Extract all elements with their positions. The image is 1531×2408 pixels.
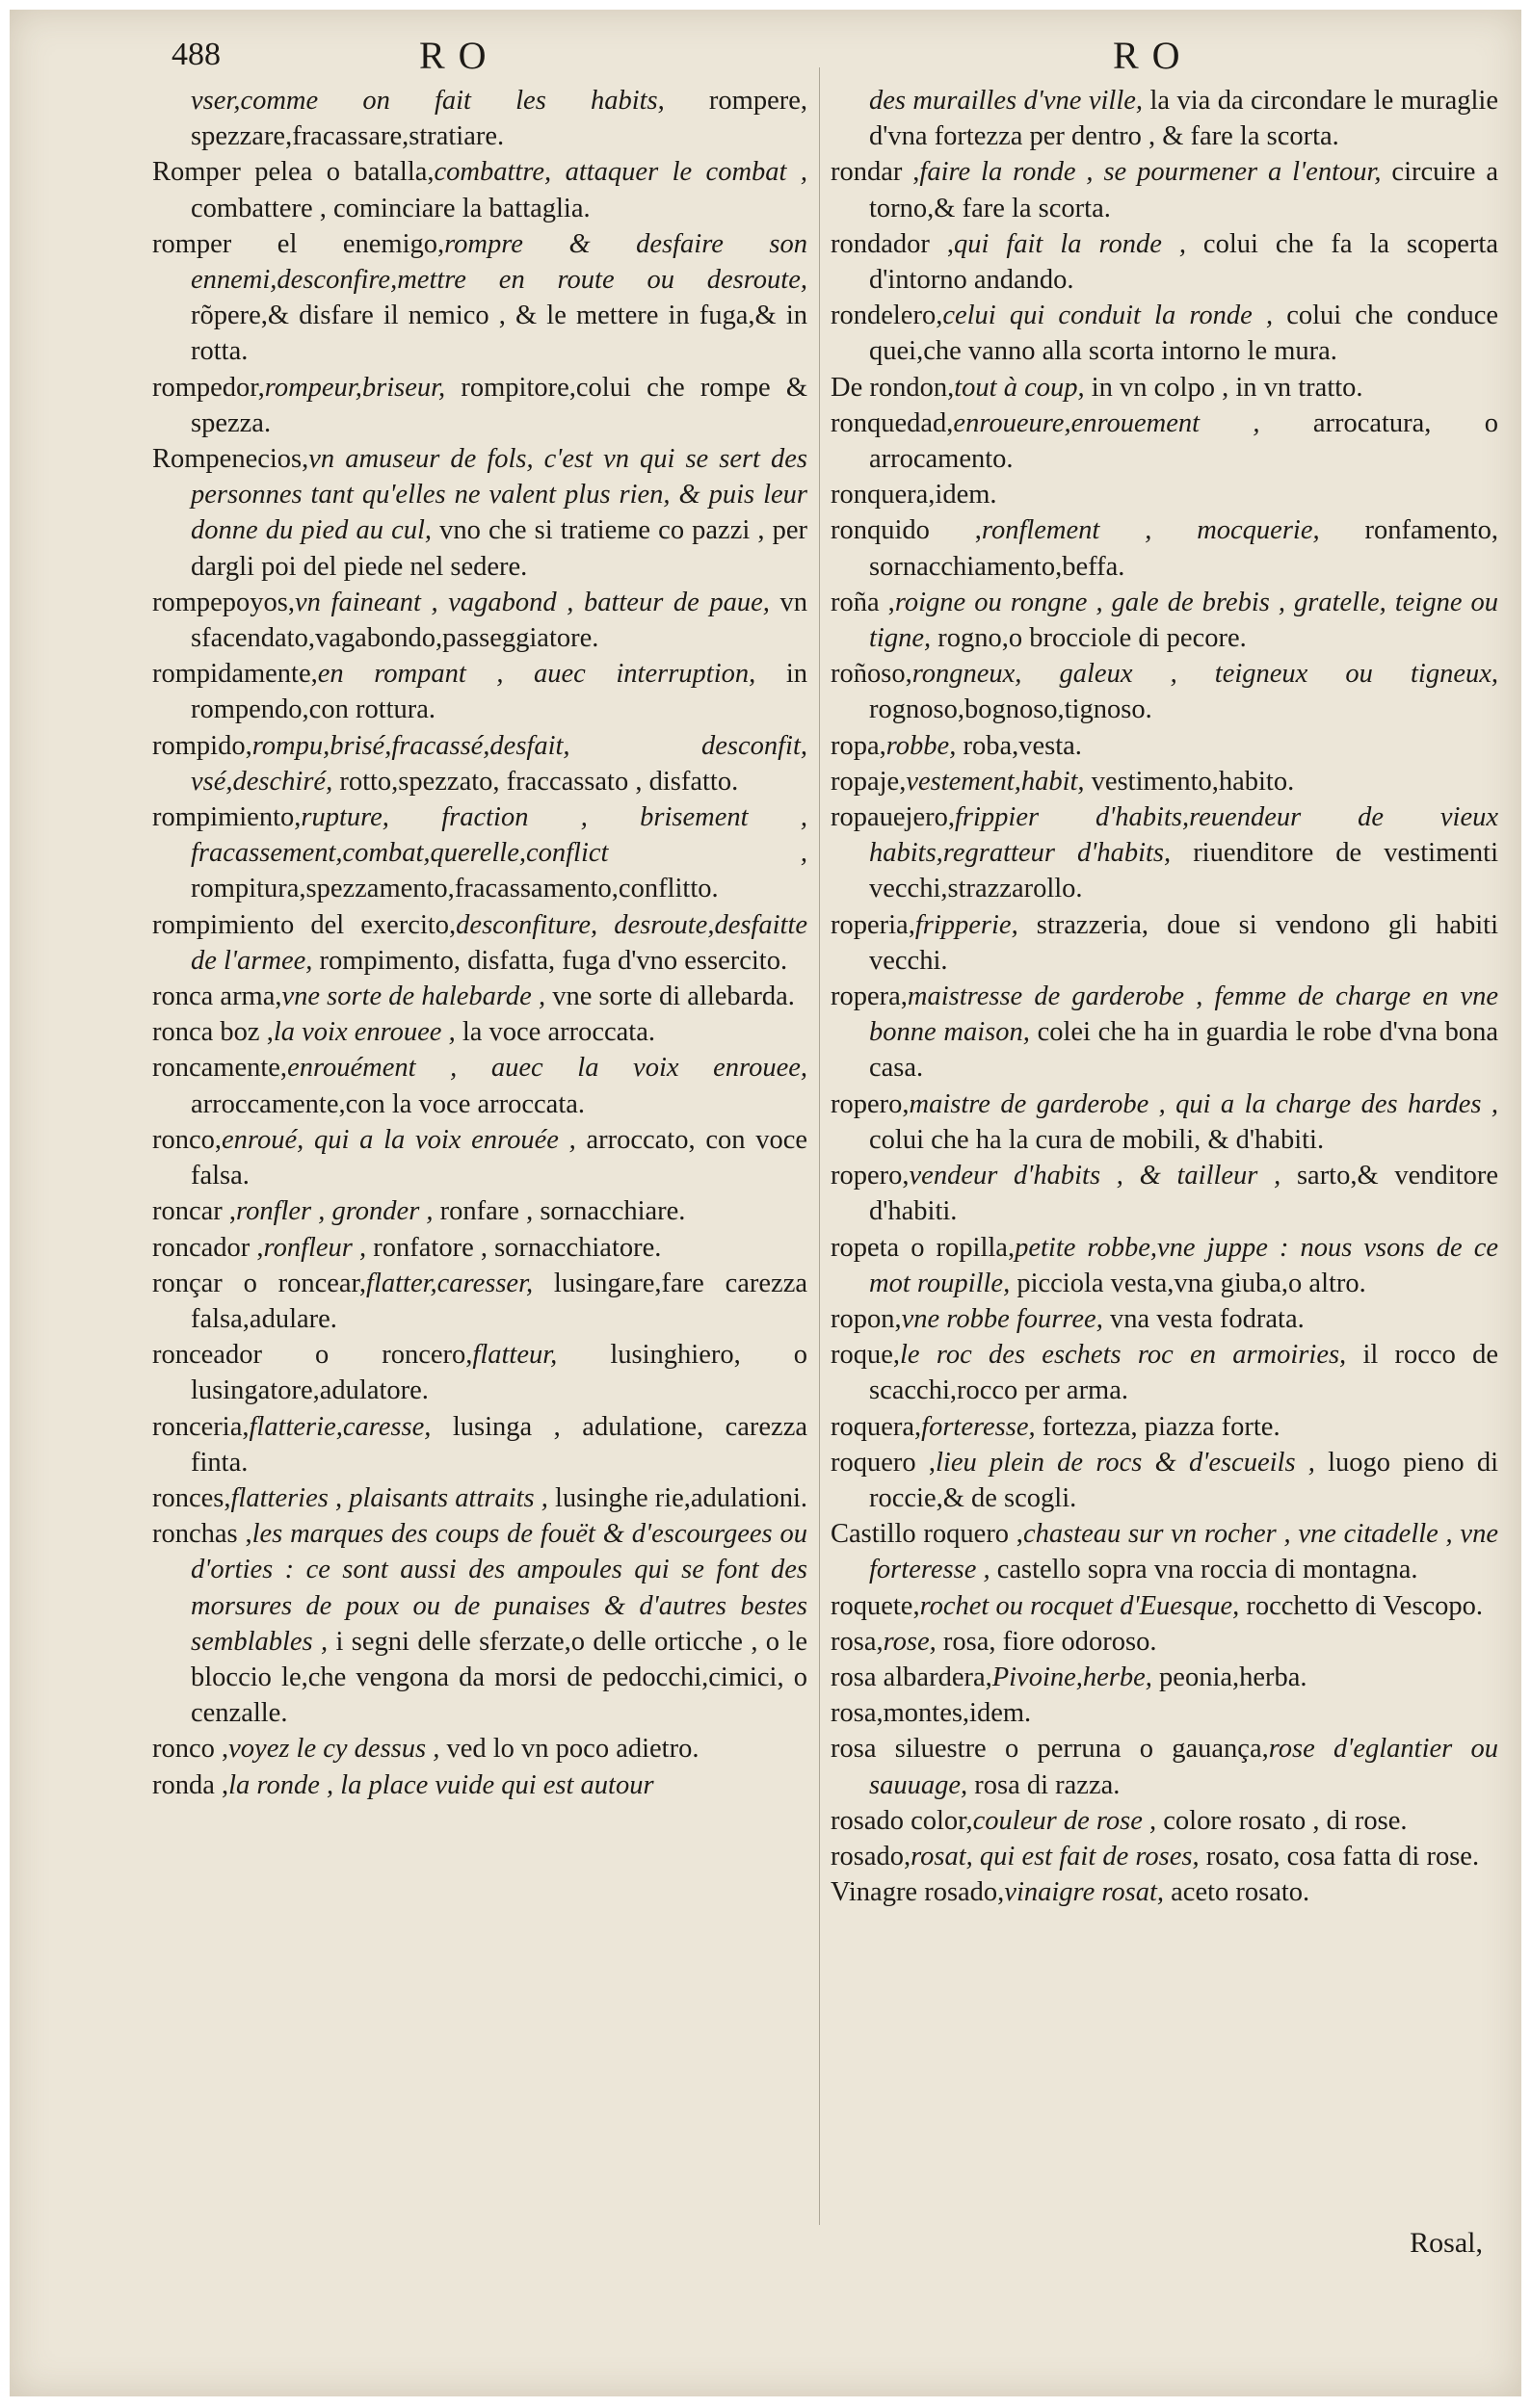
dictionary-entry [152, 1409, 807, 1480]
dictionary-entry [831, 1086, 1498, 1158]
dictionary-entry [831, 1301, 1498, 1337]
dictionary-entry [152, 799, 807, 907]
dictionary-entry [831, 1337, 1498, 1408]
entry-italian: colui che ha la cura de mobili, & d'habiti. [869, 1124, 1325, 1155]
dictionary-entry [831, 979, 1498, 1086]
running-head-right: RO [1113, 34, 1194, 77]
entry-french: couleur de rose , [972, 1805, 1157, 1836]
entry-headword: ropero, [831, 1088, 910, 1119]
dictionary-entry [831, 1588, 1498, 1624]
entry-headword: roquete, [831, 1590, 920, 1621]
entry-french: combattre, attaquer le combat , [434, 157, 808, 188]
entry-headword: ropa, [831, 730, 886, 761]
entry-french: enroué, qui a la voix enrouée , [222, 1124, 576, 1155]
dictionary-entry [831, 1158, 1498, 1229]
entry-headword: rompido, [152, 730, 252, 761]
dictionary-entry [831, 298, 1498, 369]
entry-headword: rompidamente, [152, 659, 318, 690]
entry-italian: il rocco de scacchi,rocco per arma. [869, 1340, 1499, 1406]
entry-italian: luogo pieno di roccie,& de scogli. [869, 1447, 1498, 1513]
entry-french: le roc des eschets roc en armoiries, [900, 1340, 1347, 1371]
entry-french: faire la ronde , se pourmener a l'entour, [919, 157, 1382, 188]
dictionary-entry [152, 907, 807, 979]
dictionary-entry [152, 1122, 807, 1193]
dictionary-entry [152, 1014, 807, 1050]
dictionary-entry [831, 1731, 1498, 1802]
entry-french: flatterie,caresse, [249, 1411, 432, 1442]
entry-italian: riuenditore de vestimenti vecchi,strazzarollo. [869, 838, 1498, 904]
entry-italian: montes,idem. [883, 1698, 1032, 1729]
entry-headword: rosado, [831, 1841, 911, 1871]
entry-french: rompu,brisé,fracassé,desfait, desconfit, vsé,deschiré, [191, 730, 807, 797]
entry-headword: rompimiento, [152, 802, 302, 833]
dictionary-entry [831, 1874, 1498, 1910]
entry-headword: roperia, [831, 909, 915, 940]
entry-headword: ronco, [152, 1124, 223, 1155]
entry-headword: roncador , [152, 1232, 264, 1263]
entry-italian: rocchetto di Vescopo. [1239, 1590, 1483, 1621]
dictionary-entry [831, 1230, 1498, 1301]
dictionary-entry [831, 83, 1498, 154]
running-head-left: RO [419, 34, 500, 77]
entry-french: vestement,habit, [906, 766, 1085, 797]
entry-headword: ropeta o ropilla, [831, 1232, 1016, 1263]
entry-french: qui fait la ronde , [953, 228, 1186, 259]
entry-french: robbe, [885, 730, 957, 761]
entry-french: la ronde , la place vuide qui est autour [228, 1769, 654, 1800]
entry-french: Pivoine,herbe, [991, 1662, 1152, 1692]
entry-french: vne robbe fourree, [901, 1303, 1103, 1334]
right-column [831, 83, 1498, 1910]
dictionary-entry [831, 585, 1498, 656]
entry-french: rompre & desfaire son ennemi,desconfire,mettre en route ou desroute, [191, 228, 807, 296]
entry-italian: i segni delle sferzate,o delle orticche , o le bloccio le,che vengona da morsi de pedocchi,cimici, o cenzalle. [191, 1626, 807, 1729]
entry-french: frippier d'habits,reuendeur de vieux habits,regratteur d'habits, [869, 802, 1498, 869]
entry-italian: lusinghe rie,adulationi. [547, 1482, 807, 1513]
entry-french: vendeur d'habits , & tailleur , [909, 1161, 1281, 1191]
entry-headword: romper el enemigo, [152, 228, 445, 259]
dictionary-entry [831, 1516, 1498, 1587]
entry-italian: rosa, fiore odoroso. [936, 1626, 1157, 1657]
dictionary-entry [152, 1516, 807, 1731]
entry-headword: rompimiento del exercito, [152, 909, 457, 940]
entry-headword: ronca arma, [152, 982, 282, 1012]
dictionary-entry [831, 1409, 1498, 1445]
entry-headword: ropero, [831, 1161, 910, 1191]
entry-french: celui qui conduit la ronde , [942, 301, 1274, 331]
dictionary-entry [152, 83, 807, 154]
entry-headword: rondador , [831, 228, 954, 259]
dictionary-entry [831, 1695, 1498, 1731]
entry-italian: colui che conduce quei,che vanno alla scorta intorno le mura. [869, 301, 1498, 367]
dictionary-entry [152, 1480, 807, 1516]
entry-italian: ved lo vn poco adietro. [439, 1734, 700, 1765]
entry-french: vne sorte de halebarde , [281, 982, 546, 1012]
entry-italian: circuire a torno,& fare la scorta. [869, 157, 1498, 223]
entry-headword: rosado color, [831, 1805, 973, 1836]
entry-headword: ronceria, [152, 1411, 250, 1442]
entry-headword: Castillo roquero , [831, 1519, 1023, 1550]
dictionary-entry [831, 370, 1498, 406]
entry-french: flatteries , plaisants attraits , [230, 1482, 548, 1513]
entry-french: maistresse de garderobe , femme de charge en vne bonne maison, [869, 982, 1498, 1048]
entry-italian: ronfare , sornacchiare. [433, 1196, 686, 1227]
entry-french: flatter,caresser, [366, 1268, 534, 1298]
entry-headword: roncar , [152, 1196, 237, 1227]
entry-italian: la voce arroccata. [455, 1017, 655, 1048]
dictionary-entry [831, 1660, 1498, 1695]
entry-headword: rondar , [831, 157, 920, 188]
entry-italian: combattere , cominciare la battaglia. [191, 193, 591, 223]
entry-headword: rompepoyos, [152, 587, 296, 617]
entry-headword: Rompenecios, [152, 444, 309, 475]
entry-french: ronfleur , [263, 1232, 367, 1263]
entry-french: en rompant , auec interruption, [317, 659, 756, 690]
entry-italian: strazzeria, doue si vendono gli habiti vecchi. [869, 909, 1498, 976]
dictionary-entry [831, 728, 1498, 764]
dictionary-entry [152, 154, 807, 225]
entry-headword: ronquido , [831, 515, 982, 546]
entry-headword: rosa, [831, 1626, 884, 1657]
entry-french: voyez le cy dessus , [228, 1734, 440, 1765]
entry-italian: aceto rosato. [1164, 1877, 1310, 1908]
entry-italian: lusinga , adulatione, carezza finta. [191, 1411, 807, 1478]
entry-italian: rompere, spezzare,fracassare,stratiare. [191, 86, 807, 152]
entry-headword: Romper pelea o batalla, [152, 157, 435, 188]
dictionary-entry [152, 370, 807, 441]
dictionary-entry [152, 1193, 807, 1229]
dictionary-entry [152, 226, 807, 370]
entry-headword: rosa albardera, [831, 1662, 992, 1692]
column-divider [819, 67, 820, 2225]
entry-french: chasteau sur vn rocher , vne citadelle , vne forteresse , [869, 1519, 1498, 1585]
entry-headword: ronco , [152, 1734, 229, 1765]
entry-italian: vn sfacendato,vagabondo,passeggiatore. [191, 587, 807, 654]
entry-italian: lusinghiero, o lusingatore,adulatore. [191, 1340, 807, 1406]
dictionary-entry [152, 1767, 807, 1803]
entry-french: flatteur, [472, 1340, 558, 1371]
entry-italian: rotto,spezzato, fraccassato , disfatto. [332, 766, 739, 797]
entry-italian: in vn colpo , in vn tratto. [1084, 372, 1363, 403]
entry-italian: sarto,& venditore d'habiti. [869, 1161, 1498, 1227]
entry-italian: vestimento,habito. [1084, 766, 1295, 797]
entry-french: lieu plein de rocs & d'escueils , [936, 1447, 1315, 1478]
entry-headword: ropera, [831, 982, 908, 1012]
dictionary-entry [831, 799, 1498, 907]
entry-headword: rosa, [831, 1698, 884, 1729]
entry-headword: roquera, [831, 1411, 922, 1442]
entry-headword: ronquedad, [831, 407, 954, 438]
dictionary-entry [152, 1731, 807, 1767]
entry-italian: castello sopra vna roccia di montagna. [990, 1555, 1418, 1585]
dictionary-entry [831, 406, 1498, 477]
dictionary-entry [831, 1803, 1498, 1839]
entry-headword: ronceador o roncero, [152, 1340, 473, 1371]
dictionary-entry [152, 585, 807, 656]
entry-headword: roncamente, [152, 1053, 288, 1084]
entry-french: vser,comme on fait les habits, [191, 86, 665, 116]
entry-headword: De rondon, [831, 372, 955, 403]
dictionary-entry [152, 1230, 807, 1266]
entry-italian: fortezza, piazza forte. [1035, 1411, 1280, 1442]
dictionary-entry [831, 154, 1498, 225]
page-number: 488 [172, 37, 221, 72]
entry-italian: rompitura,spezzamento,fracassamento,conflitto. [191, 874, 719, 904]
entry-french: rose, [883, 1626, 937, 1657]
dictionary-entry [831, 764, 1498, 799]
dictionary-entry [831, 656, 1498, 727]
entry-italian: rõpere,& disfare il nemico , & le mettere in fuga,& in rotta. [191, 301, 807, 367]
entry-french: rongneux, galeux , teigneux ou tigneux, [911, 659, 1498, 690]
entry-french: forteresse, [921, 1411, 1036, 1442]
entry-french: rupture, fraction , brisement , fracassement,combat,querelle,conflict , [191, 802, 807, 869]
entry-headword: rompedor, [152, 372, 265, 403]
entry-italian: rognoso,bognoso,tignoso. [869, 694, 1152, 725]
entry-italian: ronfatore , sornacchiatore. [366, 1232, 662, 1263]
entry-headword: ropaje, [831, 766, 907, 797]
entry-italian: arroccato, con voce falsa. [191, 1124, 807, 1191]
entry-headword: roquero , [831, 1447, 936, 1478]
dictionary-entry [831, 226, 1498, 298]
entry-headword: ronchas , [152, 1519, 252, 1550]
entry-italian: rompitore,colui che rompe & spezza. [191, 372, 807, 438]
entry-french: fripperie, [914, 909, 1018, 940]
dictionary-entry [831, 1445, 1498, 1516]
entry-italian: roba,vesta. [956, 730, 1082, 761]
dictionary-entry [831, 907, 1498, 979]
entry-italian: vno che si tratieme co pazzi , per dargli poi del piede nel sedere. [191, 515, 807, 582]
dictionary-entry [831, 512, 1498, 584]
catchword: Rosal, [1410, 2227, 1483, 2259]
entry-italian: vna vesta fodrata. [1102, 1303, 1305, 1334]
entry-french: petite robbe,vne juppe : nous vsons de ce mot roupille, [869, 1232, 1498, 1298]
entry-headword: rosa siluestre o perruna o gauança, [831, 1734, 1269, 1765]
entry-french: vn amuseur de fols, c'est vn qui se sert des personnes tant qu'elles ne valent plus rien, & puis leur donne du pied au cul, [191, 444, 807, 546]
entry-italian: picciola vesta,vna giuba,o altro. [1010, 1268, 1366, 1298]
entry-french: vinaigre rosat, [1004, 1877, 1165, 1908]
dictionary-entry [152, 728, 807, 799]
entry-italian: vne sorte di allebarda. [545, 982, 795, 1012]
dictionary-entry [152, 1266, 807, 1337]
entry-italian: rosa di razza. [967, 1769, 1121, 1800]
entry-headword: ronda , [152, 1769, 229, 1800]
entry-italian: ronfamento, sornacchiamento,beffa. [869, 515, 1498, 582]
dictionary-entry [831, 1624, 1498, 1660]
entry-french: roigne ou rongne , gale de brebis , gratelle, teigne ou tigne, [869, 587, 1499, 654]
entry-french: ronfler , gronder , [236, 1196, 434, 1227]
entry-italian: peonia,herba. [1151, 1662, 1307, 1692]
dictionary-entry [152, 979, 807, 1014]
entry-headword: ropauejero, [831, 802, 955, 833]
dictionary-entry [831, 1839, 1498, 1874]
entry-headword: ronces, [152, 1482, 231, 1513]
entry-italian: colore rosato , di rose. [1156, 1805, 1408, 1836]
dictionary-entry [152, 441, 807, 585]
entry-french: vn faineant , vagabond , batteur de paue, [295, 587, 770, 617]
entry-italian: colei che ha in guardia le robe d'vna bona casa. [869, 1017, 1498, 1084]
entry-italian: rogno,o brocciole di pecore. [931, 623, 1247, 654]
entry-french: maistre de garderobe , qui a la charge des hardes , [909, 1088, 1498, 1119]
dictionary-entry [152, 656, 807, 727]
entry-headword: roña , [831, 587, 895, 617]
entry-headword: ronçar o roncear, [152, 1268, 367, 1298]
entry-french: rose d'eglantier ou sauuage, [869, 1734, 1499, 1800]
entry-italian: arrocatura, o arrocamento. [869, 407, 1498, 475]
entry-italian: colui che fa la scoperta d'intorno andando. [869, 228, 1498, 296]
entry-italian: rosato, cosa fatta di rose. [1199, 1841, 1480, 1871]
entry-french: rompeur,briseur, [264, 372, 446, 403]
entry-italian: rompimento, disfatta, fuga d'vno essercito. [312, 945, 788, 976]
entry-headword: ronquera, [831, 480, 936, 510]
entry-italian: la via da circondare le muraglie d'vna fortezza per dentro , & fare la scorta. [869, 86, 1499, 152]
entry-french: des murailles d'vne ville, [869, 86, 1144, 116]
entry-headword: roque, [831, 1340, 901, 1371]
entry-french: enrouément , auec la voix enrouee, [287, 1053, 807, 1084]
entry-french: la voix enrouee , [273, 1017, 456, 1048]
entry-headword: rondelero, [831, 301, 943, 331]
dictionary-entry [831, 477, 1498, 512]
entry-italian: in rompendo,con rottura. [191, 659, 807, 725]
entry-french: tout à coup, [954, 372, 1085, 403]
dictionary-entry [152, 1337, 807, 1408]
dictionary-page [10, 10, 1521, 2396]
entry-italian: arroccamente,con la voce arroccata. [191, 1088, 586, 1119]
entry-french: rochet ou rocquet d'Euesque, [919, 1590, 1240, 1621]
entry-italian: idem. [935, 480, 997, 510]
entry-headword: ropon, [831, 1303, 902, 1334]
entry-headword: roñoso, [831, 659, 912, 690]
entry-french: ronflement , mocquerie, [981, 515, 1320, 546]
entry-italian: lusingare,fare carezza falsa,adulare. [191, 1268, 807, 1334]
entry-headword: ronca boz , [152, 1017, 274, 1048]
left-column [152, 83, 807, 1803]
entry-french: desconfiture, desroute,desfaitte de l'armee, [191, 909, 808, 976]
entry-headword: Vinagre rosado, [831, 1877, 1005, 1908]
entry-french: enroueure,enrouement , [953, 407, 1260, 438]
entry-french: rosat, qui est fait de roses, [911, 1841, 1200, 1871]
dictionary-entry [152, 1050, 807, 1121]
entry-french: les marques des coups de fouët & d'escourgees ou d'orties : ce sont aussi des ampoules qui se font des morsures de poux ou de punaises & d'autres bestes semblables , [191, 1519, 807, 1657]
